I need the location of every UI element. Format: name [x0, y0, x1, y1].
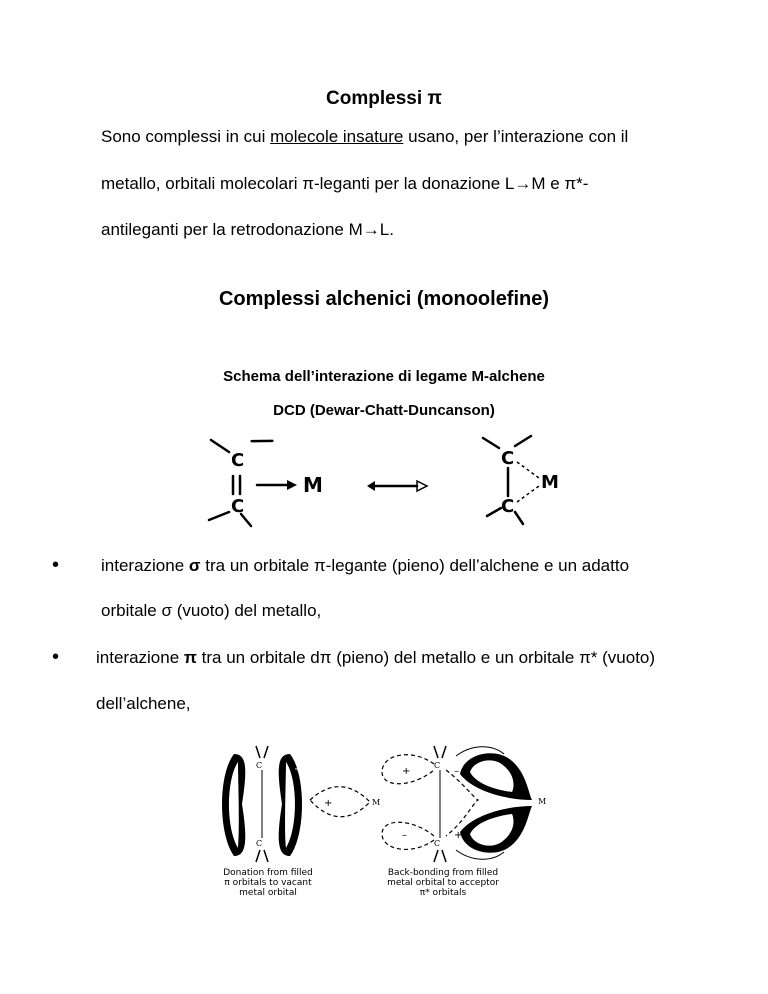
carbon-label: C	[256, 761, 263, 770]
caption-line: metal orbital	[239, 888, 297, 898]
bond-line	[252, 432, 273, 450]
dashed-bond	[517, 462, 539, 478]
bullet-1-line-1	[101, 557, 629, 574]
caption-line: π* orbitals	[419, 888, 467, 898]
donation-diagram	[222, 746, 380, 862]
bullet-1-line-2: orbitale σ (vuoto) del metallo,	[101, 601, 322, 620]
bullet-icon: •	[52, 554, 60, 576]
bullet-icon: •	[52, 646, 60, 668]
metal-label: M	[303, 473, 323, 497]
phase-sign: –	[454, 766, 459, 777]
pi-star-lobe	[382, 822, 434, 849]
arrow-head	[287, 480, 297, 490]
donation-caption	[208, 868, 328, 898]
dcd-sketch	[195, 428, 575, 533]
scheme-subtitle: DCD (Dewar-Chatt-Duncanson)	[273, 402, 495, 419]
phase-sign: +	[402, 766, 411, 777]
caption-line: metal orbital to acceptor	[387, 878, 499, 888]
caption-line: Donation from filled	[223, 868, 313, 878]
dashed-bond	[517, 486, 539, 502]
scheme-title: Schema dell’interazione di legame M-alchene	[223, 368, 545, 385]
phase-sign: +	[454, 830, 463, 841]
bond-line	[209, 512, 229, 520]
bond-line	[515, 436, 531, 446]
bullet-2-line-2: dell’alchene,	[96, 694, 191, 713]
carbon-label: C	[501, 496, 515, 517]
bond-line	[515, 512, 523, 524]
metal-label: M	[538, 797, 547, 806]
metal-label: M	[541, 472, 559, 493]
intro-text: Sono complessi in cui	[101, 127, 271, 146]
orbital-diagram	[212, 744, 562, 864]
bullet-text: tra un orbitale π-legante (pieno) dell’alchene e un adatto	[200, 556, 630, 575]
back-bonding-diagram	[382, 746, 546, 862]
bullet-text: tra un orbitale dπ (pieno) del metallo e un orbitale π* (vuoto)	[196, 648, 656, 667]
bullet-text: interazione	[96, 648, 184, 667]
caption-line: π orbitals to vacant	[224, 878, 312, 888]
back-bonding-caption	[368, 868, 518, 898]
arrow-head	[367, 481, 375, 491]
bond-line	[483, 438, 499, 448]
bullet-2-line-1	[96, 649, 655, 666]
sigma-symbol: σ	[188, 556, 201, 575]
intro-line-3: antileganti per la retrodonazione M→L.	[101, 220, 394, 239]
section-title: Complessi alchenici (monoolefine)	[218, 288, 550, 310]
carbon-label: C	[501, 448, 515, 469]
metal-sigma-orbital	[310, 787, 370, 817]
carbon-label: C	[231, 496, 245, 517]
intro-line-2: metallo, orbitali molecolari π-leganti per la donazione L→M e π*-	[101, 174, 589, 193]
carbon-label: C	[256, 839, 263, 848]
pi-symbol: π	[183, 648, 197, 667]
metal-label: M	[372, 798, 381, 807]
arrow-head-open	[417, 481, 427, 491]
underlined-term: molecole insature	[270, 127, 404, 146]
carbon-label: C	[434, 839, 441, 848]
phase-sign: +	[324, 798, 333, 809]
bond-line	[487, 508, 501, 516]
carbon-label: C	[434, 761, 441, 770]
bond-line	[211, 440, 229, 452]
intro-line-1	[101, 128, 628, 145]
carbon-label: C	[231, 450, 245, 471]
phase-sign: +	[294, 764, 303, 775]
caption-line: Back-bonding from filled	[387, 868, 499, 878]
intro-text: usano, per l’interazione con il	[403, 127, 629, 146]
phase-sign: –	[402, 830, 407, 841]
bullet-text: interazione	[101, 556, 189, 575]
page-title: Complessi π	[326, 88, 442, 109]
